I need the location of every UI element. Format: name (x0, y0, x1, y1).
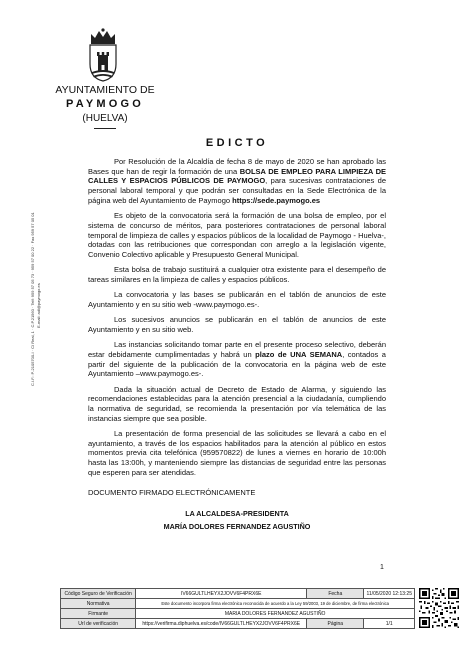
signer-label: Firmante (61, 609, 136, 619)
paragraph-bold-text: plazo de UNA SEMANA (255, 349, 343, 359)
date-label: Fecha (307, 589, 364, 599)
paragraph-in-person: La presentación de forma presencial de las solicitudes se llevará a cabo en el ayuntamiento, a través de los espacios habilitados para la atención al público en estos momentos previa cita telefónica (959570822) de lunes a viernes en horario de 10:00h hasta las 13:00h, y manteniendo siempre las distancias de seguridad entre las personas que esperen para ser atendidas. (88, 429, 386, 477)
csv-value: IV66GULTLHEYX2JOVV6F4PRX6E (136, 589, 307, 599)
paragraph-objective: Es objeto de la convocatoria será la formación de una bolsa de empleo, por el sistema de concurso de méritos, para posteriores contrataciones de personal laboral temporal de limpieza de calles y espacios públicos de la localidad de Paymogo - Huelva-, dotadas con las retribuciones que correspondan con arreglo a la legislación vigente, Convenio Colectivo aplicable y Presupuesto General Municipal. (88, 211, 386, 259)
verification-footer (60, 588, 415, 629)
municipality-header-line1: AYUNTAMIENTO DE (55, 84, 155, 96)
verification-url-link[interactable]: https://verifirma.diphuelva.es/code/IV66GULTLHEYX2JOVV6F4PRX6E (136, 619, 307, 629)
side-contact-line: C.I.F.: P-2105700-I · C/ Real, 1 · C.P.21560 · Telf: 959 57 05 73 · 959 57 00 22 · Fax 959 57 05 01 (30, 212, 35, 386)
signed-note: DOCUMENTO FIRMADO ELECTRÓNICAMENTE (88, 487, 256, 497)
document-body (88, 157, 386, 533)
paragraph-text: Las instancias solicitando tomar parte en el presente proceso selectivo, deberán estar debidamente cumplimentadas y habrá un (88, 340, 386, 359)
header-divider (94, 128, 116, 129)
side-contact-info (30, 186, 39, 386)
page-number: 1 (380, 564, 384, 571)
side-email-line: E-mail: adl@paymogo.es (36, 283, 41, 328)
norm-value: Este documento incorpora firma electrónica reconocida de acuerdo a la Ley 59/2003, 19 de diciembre, de firma electrónica (136, 599, 415, 609)
date-value: 11/05/2020 12:13:25 (364, 589, 415, 599)
municipality-province: (HUELVA) (82, 113, 128, 124)
paragraph-alarm-state: Dada la situación actual de Decreto de Estado de Alarma, y siguiendo las recomendaciones establecidas para la atención presencial a la ciudadanía, cumpliendo la normativa de seguridad, se recomienda la presentación por vía telemática de las instancias siempre que sea posible. (88, 384, 386, 423)
paragraph-resolution (88, 157, 386, 206)
paragraph-text: Por Resolución de la Alcaldía de fecha 8 de mayo de 2020 se han aprobado las Bases que han de regir la formación de una (88, 157, 386, 176)
signature-block (88, 507, 386, 533)
signature-name: MARÍA DOLORES FERNANDEZ AGUSTIÑO (163, 522, 311, 532)
paragraph-text: , contados a partir del siguiente de la publicación de la convocatoria en la página web de este Ayuntamiento –www.paymogo.es-. (88, 349, 386, 379)
csv-label: Código Seguro de Verificación (61, 589, 136, 599)
norm-label: Normativa (61, 599, 136, 609)
paragraph-bold-text: BOLSA DE EMPLEO PARA LIMPIEZA DE CALLES Y ESPACIOS PÚBLICOS DE PAYMOGO (88, 166, 386, 186)
document-title: EDICTO (205, 137, 269, 149)
page-label: Página (307, 619, 364, 629)
paragraph-text: , para sucesivas contrataciones de personal laboral temporal y que podrán ser consultadas en la Sede Electrónica de la página web del Ayuntamiento de Paymogo (88, 176, 386, 205)
qr-code-icon (419, 588, 459, 628)
sede-link[interactable]: https://sede.paymogo.es (232, 195, 321, 205)
paragraph-applications (88, 340, 386, 379)
signer-value: MARIA DOLORES FERNANDEZ AGUSTIÑO (136, 609, 415, 619)
paragraph-publication: La convocatoria y las bases se publicarán en el tablón de anuncios de este Ayuntamiento y en su sitio web -www.paymogo.es-. (88, 290, 386, 309)
url-label: Url de verificación (61, 619, 136, 629)
page-value: 1/1 (364, 619, 415, 629)
signature-role: LA ALCALDESA-PRESIDENTA (185, 509, 289, 519)
coat-of-arms-logo (85, 28, 121, 82)
municipality-name: PAYMOGO (65, 98, 145, 110)
paragraph-announcements: Los sucesivos anuncios se publicarán en el tablón de anuncios de este Ayuntamiento y en su sitio web. (88, 315, 386, 334)
paragraph-replacement: Esta bolsa de trabajo sustituirá a cualquier otra existente para el desempeño de tareas similares en la limpieza de calles y espacios públicos. (88, 265, 386, 284)
